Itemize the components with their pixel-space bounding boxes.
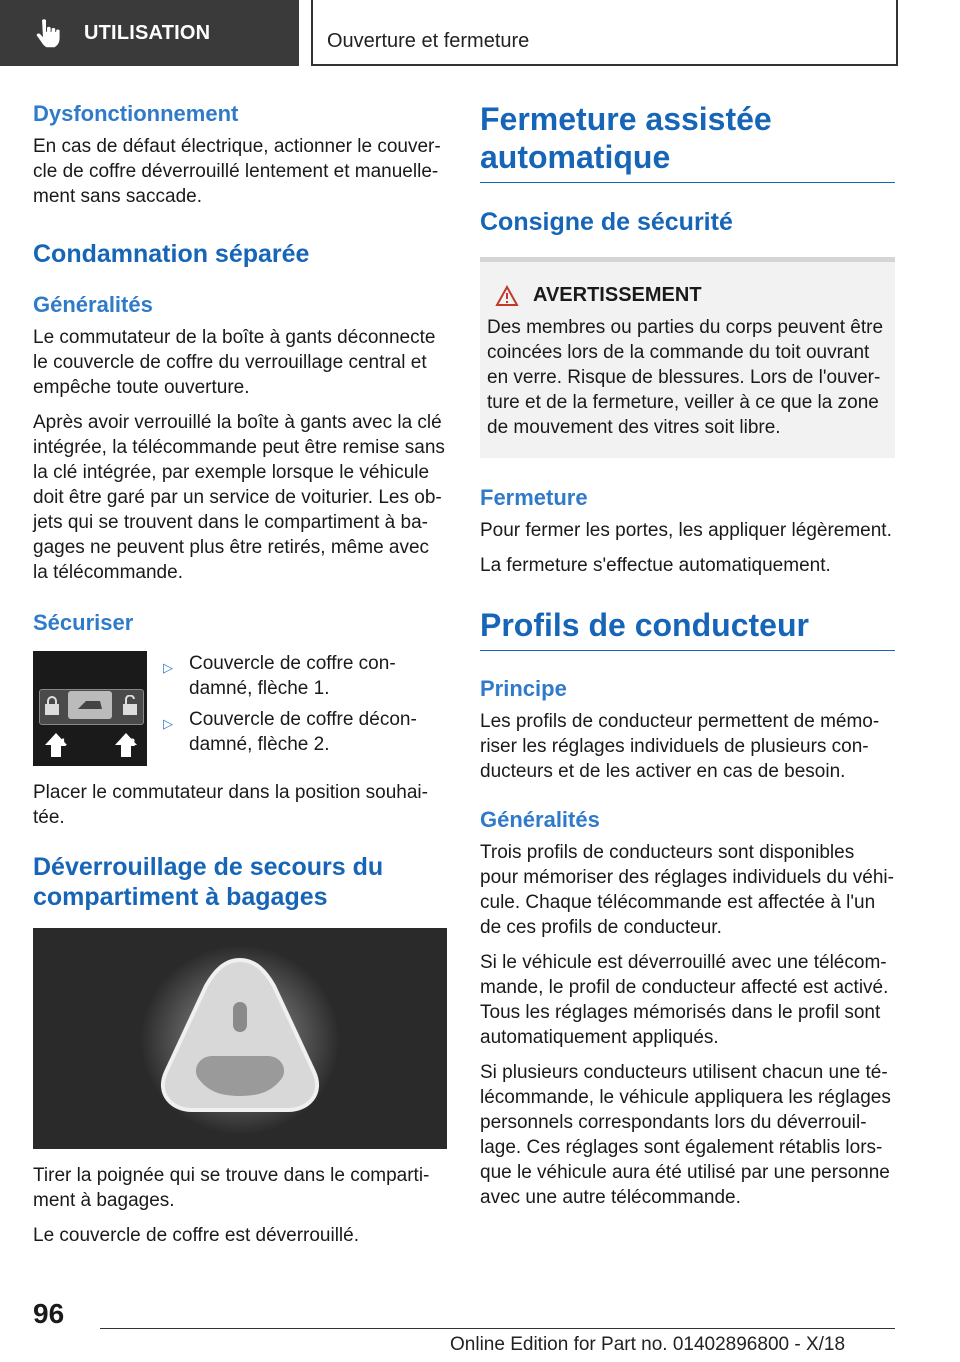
paragraph-generalites-right-2: Si le véhicule est déverrouillé avec une télécom-mande, le profil de conducteur affecté est activé. Tous les réglages mémorisés dans le profil sont automatiquement appliqués.: [480, 952, 889, 1048]
paragraph-fermeture-1: Pour fermer les portes, les appliquer légèrement.: [480, 520, 892, 541]
bullet-list: [153, 651, 417, 766]
bullet-text: Couvercle de coffre décon-damné, flèche 2.: [189, 709, 417, 755]
heading-consigne: Consigne de sécurité: [480, 208, 733, 236]
warning-box: [480, 257, 895, 458]
heading-generalites-right: Généralités: [480, 807, 600, 832]
paragraph-tirer: Tirer la poignée qui se trouve dans le comparti-ment à bagages.: [33, 1165, 430, 1211]
warning-header: [495, 284, 885, 307]
heading-principe: Principe: [480, 676, 567, 701]
paragraph-couvercle: Le couvercle de coffre est déverrouillé.: [33, 1225, 359, 1246]
page-number: 96: [33, 1298, 65, 1329]
paragraph-dysfonctionnement: En cas de défaut électrique, actionner le couver-cle de coffre déverrouillé lentement et manuelle-ment sans saccade.: [33, 136, 441, 207]
paragraph-placer: Placer le commutateur dans la position souhai-tée.: [33, 782, 428, 828]
heading-dysfonctionnement: Dysfonctionnement: [33, 101, 239, 126]
arrow-label-2: 2: [129, 737, 136, 749]
release-handle-icon: [33, 928, 447, 1149]
bullet-text: Couvercle de coffre con-damné, flèche 1.: [189, 653, 396, 699]
warning-text: Des membres ou parties du corps peuvent être coincées lors de la commande du toit ouvrant en verre. Risque de blessures. Lors de l'ouver-ture et de la fermeture, veiller à ce que la zone de mouvement des vitres soit libre.: [487, 317, 884, 438]
right-column: [480, 100, 895, 1210]
section-tab: [0, 0, 299, 66]
heading-fermeture: Fermeture: [480, 485, 588, 510]
heading-generalites-left: Généralités: [33, 292, 153, 317]
heading-profils: Profils de conducteur: [480, 607, 809, 643]
chapter-title: Ouverture et fermeture: [327, 30, 530, 52]
list-item: [153, 651, 417, 701]
switch-image: [33, 651, 147, 766]
warning-title: AVERTISSEMENT: [533, 284, 702, 306]
paragraph-generalites-right-1: Trois profils de conducteurs sont disponibles pour mémoriser des réglages individuels du véhi-cule. Chaque télécommande est affectée à l'un de ces profils de conducteur.: [480, 842, 894, 938]
paragraph-generalites-2: Après avoir verrouillé la boîte à gants avec la clé intégrée, la télécommande peut être remise sans la clé intégrée, par exemple lorsque le véhicule doit être garé par un service de voiturier. Les ob-jets qui se trouvent dans le compartiment à ba-gages ne peuvent plus être retirés, même avec la télécommande.: [33, 412, 445, 583]
section-title: UTILISATION: [84, 21, 211, 44]
heading-rule: [480, 100, 895, 183]
left-column: [33, 100, 447, 1248]
unlock-icon: [121, 695, 139, 717]
trunk-icon: [76, 697, 104, 713]
arrow-label-1: 1: [60, 737, 67, 749]
heading-securiser: Sécuriser: [33, 610, 134, 635]
paragraph-generalites-1: Le commutateur de la boîte à gants déconnecte le couvercle de coffre du verrouillage central et empêche toute ouverture.: [33, 327, 436, 398]
heading-condamnation: Condamnation séparée: [33, 240, 310, 268]
emergency-release-image: [33, 928, 447, 1149]
list-item: [153, 707, 417, 757]
heading-deverrouillage: Déverrouillage de secours du compartiment à bagages: [33, 853, 384, 911]
warning-triangle-icon: [495, 285, 519, 307]
paragraph-principe: Les profils de conducteur permettent de mémo-riser les réglages individuels de plusieurs con-ducteurs et de les activer en cas de besoin.: [480, 711, 880, 782]
securiser-block: [33, 651, 447, 766]
lock-icon: [43, 695, 61, 717]
bullet-triangle-icon: ▷: [163, 716, 173, 731]
paragraph-generalites-right-3: Si plusieurs conducteurs utilisent chacun une té-lécommande, le véhicule appliquera les réglages personnels correspondants lors du déverrouil-lage. Ces réglages sont également rétablis lors-que le véhicule aura été utilisé par une personne avec une autre télécommande.: [480, 1062, 891, 1208]
paragraph-fermeture-2: La fermeture s'effectue automatiquement.: [480, 555, 831, 576]
heading-rule: [480, 606, 895, 651]
heading-fermeture-assistee: Fermeture assistée automatique: [480, 101, 772, 175]
chapter-tab: [311, 0, 898, 66]
edition-text: Online Edition for Part no. 01402896800 - X/18: [450, 1334, 846, 1355]
bullet-triangle-icon: ▷: [163, 660, 173, 675]
footer-divider: [100, 1328, 895, 1329]
hand-pointer-icon: [30, 16, 64, 50]
